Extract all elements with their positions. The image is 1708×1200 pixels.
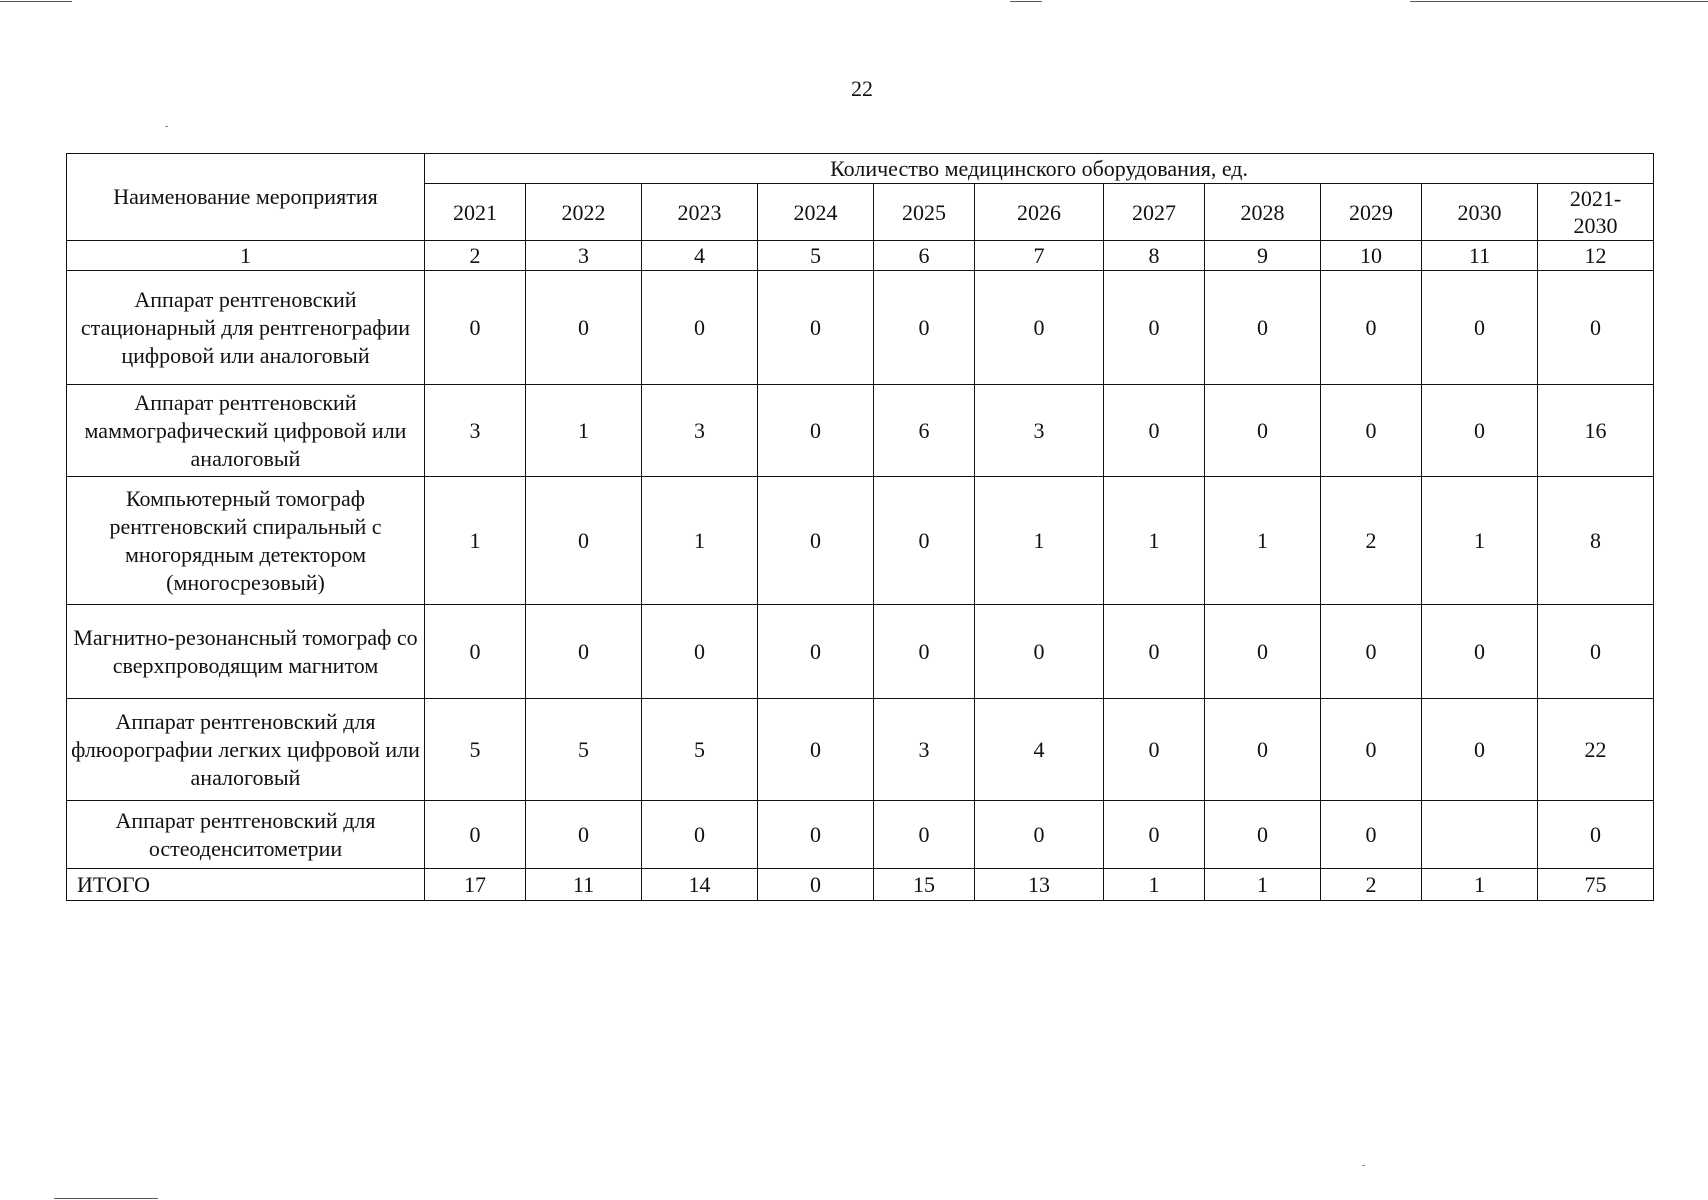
total-value-cell: 14 <box>642 869 758 901</box>
table-row <box>67 605 1654 699</box>
item-name-cell: Компьютерный томограф рентгеновский спиральный с многорядным детектором (многосрезовый) <box>67 477 425 605</box>
value-cell: 0 <box>1422 385 1538 477</box>
value-cell: 0 <box>758 385 874 477</box>
value-cell: 0 <box>975 271 1104 385</box>
value-cell: 2 <box>1321 477 1422 605</box>
scan-artifact-line <box>1410 1 1708 2</box>
value-cell: 0 <box>758 801 874 869</box>
value-cell: 0 <box>642 605 758 699</box>
column-number: 8 <box>1104 241 1205 271</box>
column-number: 6 <box>874 241 975 271</box>
value-cell: 0 <box>1422 271 1538 385</box>
total-value-cell: 17 <box>425 869 526 901</box>
header-year: 2025 <box>874 184 975 241</box>
value-cell: 6 <box>874 385 975 477</box>
value-cell: 0 <box>975 801 1104 869</box>
value-cell: 0 <box>874 801 975 869</box>
table-row <box>67 477 1654 605</box>
value-cell: 0 <box>1321 605 1422 699</box>
item-name-cell: Аппарат рентгеновский стационарный для рентгенографии цифровой или аналоговый <box>67 271 425 385</box>
value-cell: 0 <box>874 271 975 385</box>
scan-artifact-line <box>1010 1 1042 2</box>
header-item-name: Наименование мероприятия <box>67 154 425 241</box>
scan-speck <box>1362 1165 1365 1166</box>
value-cell: 0 <box>1104 699 1205 801</box>
value-cell: 3 <box>425 385 526 477</box>
value-cell: 0 <box>1422 605 1538 699</box>
item-name-cell: Аппарат рентгеновский маммографический цифровой или аналоговый <box>67 385 425 477</box>
value-cell: 1 <box>975 477 1104 605</box>
value-cell: 0 <box>526 605 642 699</box>
value-cell: 0 <box>1321 385 1422 477</box>
value-cell: 5 <box>425 699 526 801</box>
page-number: 22 <box>851 76 873 101</box>
header-year: 2023 <box>642 184 758 241</box>
value-cell: 0 <box>975 605 1104 699</box>
header-equipment-count: Количество медицинского оборудования, ед. <box>425 154 1654 184</box>
column-numbers-row <box>67 241 1654 271</box>
item-name-cell: Аппарат рентгеновский для флюорографии легких цифровой или аналоговый <box>67 699 425 801</box>
column-number: 1 <box>67 241 425 271</box>
value-cell: 0 <box>526 801 642 869</box>
total-value-cell: 1 <box>1422 869 1538 901</box>
value-cell: 0 <box>526 477 642 605</box>
value-cell: 8 <box>1538 477 1654 605</box>
value-cell: 1 <box>1104 477 1205 605</box>
value-cell: 0 <box>758 699 874 801</box>
value-cell: 0 <box>1321 801 1422 869</box>
table-row <box>67 385 1654 477</box>
header-year: 2027 <box>1104 184 1205 241</box>
value-cell: 3 <box>975 385 1104 477</box>
total-value-cell: 11 <box>526 869 642 901</box>
column-number: 12 <box>1538 241 1654 271</box>
header-year: 2021- 2030 <box>1538 184 1654 241</box>
total-value-cell: 1 <box>1205 869 1321 901</box>
value-cell: 0 <box>1205 385 1321 477</box>
scan-speck <box>165 126 168 127</box>
scan-artifact-line <box>54 1198 158 1199</box>
value-cell: 0 <box>1205 801 1321 869</box>
column-number: 9 <box>1205 241 1321 271</box>
value-cell: 0 <box>1104 801 1205 869</box>
value-cell: 0 <box>425 605 526 699</box>
value-cell: 0 <box>642 271 758 385</box>
table-body <box>67 271 1654 901</box>
value-cell: 0 <box>1538 271 1654 385</box>
header-year: 2026 <box>975 184 1104 241</box>
total-row <box>67 869 1654 901</box>
value-cell: 0 <box>874 477 975 605</box>
equipment-table <box>66 153 1654 901</box>
column-number: 2 <box>425 241 526 271</box>
value-cell: 0 <box>1104 271 1205 385</box>
value-cell: 0 <box>758 477 874 605</box>
value-cell: 0 <box>758 605 874 699</box>
value-cell: 1 <box>425 477 526 605</box>
scan-artifact-line <box>0 1 72 2</box>
header-year: 2022 <box>526 184 642 241</box>
table-row <box>67 699 1654 801</box>
item-name-cell: Аппарат рентгеновский для остеоденситометрии <box>67 801 425 869</box>
value-cell: 3 <box>642 385 758 477</box>
item-name-cell: Магнитно-резонансный томограф со сверхпроводящим магнитом <box>67 605 425 699</box>
value-cell: 1 <box>642 477 758 605</box>
total-value-cell: 15 <box>874 869 975 901</box>
value-cell: 0 <box>1205 271 1321 385</box>
value-cell: 0 <box>642 801 758 869</box>
value-cell: 0 <box>425 801 526 869</box>
value-cell: 1 <box>1422 477 1538 605</box>
value-cell: 5 <box>526 699 642 801</box>
value-cell: 1 <box>526 385 642 477</box>
table-row <box>67 801 1654 869</box>
value-cell: 0 <box>1538 801 1654 869</box>
value-cell: 16 <box>1538 385 1654 477</box>
table-row <box>67 271 1654 385</box>
value-cell: 0 <box>1205 699 1321 801</box>
value-cell: 3 <box>874 699 975 801</box>
column-number: 3 <box>526 241 642 271</box>
value-cell: 0 <box>1205 605 1321 699</box>
column-number: 10 <box>1321 241 1422 271</box>
total-value-cell: 75 <box>1538 869 1654 901</box>
value-cell: 0 <box>874 605 975 699</box>
value-cell: 5 <box>642 699 758 801</box>
value-cell: 4 <box>975 699 1104 801</box>
value-cell: 0 <box>526 271 642 385</box>
value-cell: 0 <box>758 271 874 385</box>
total-label: ИТОГО <box>67 869 425 901</box>
total-value-cell: 13 <box>975 869 1104 901</box>
column-number: 7 <box>975 241 1104 271</box>
value-cell: 0 <box>1321 271 1422 385</box>
value-cell: 0 <box>1538 605 1654 699</box>
header-year: 2024 <box>758 184 874 241</box>
total-value-cell: 0 <box>758 869 874 901</box>
value-cell: 0 <box>425 271 526 385</box>
value-cell: 0 <box>1321 699 1422 801</box>
value-cell: 22 <box>1538 699 1654 801</box>
column-number: 4 <box>642 241 758 271</box>
header-year: 2028 <box>1205 184 1321 241</box>
header-year: 2021 <box>425 184 526 241</box>
column-number: 5 <box>758 241 874 271</box>
value-cell: 0 <box>1422 699 1538 801</box>
header-year: 2029 <box>1321 184 1422 241</box>
total-value-cell: 2 <box>1321 869 1422 901</box>
header-year: 2030 <box>1422 184 1538 241</box>
value-cell <box>1422 801 1538 869</box>
total-value-cell: 1 <box>1104 869 1205 901</box>
column-number: 11 <box>1422 241 1538 271</box>
value-cell: 0 <box>1104 385 1205 477</box>
value-cell: 0 <box>1104 605 1205 699</box>
value-cell: 1 <box>1205 477 1321 605</box>
